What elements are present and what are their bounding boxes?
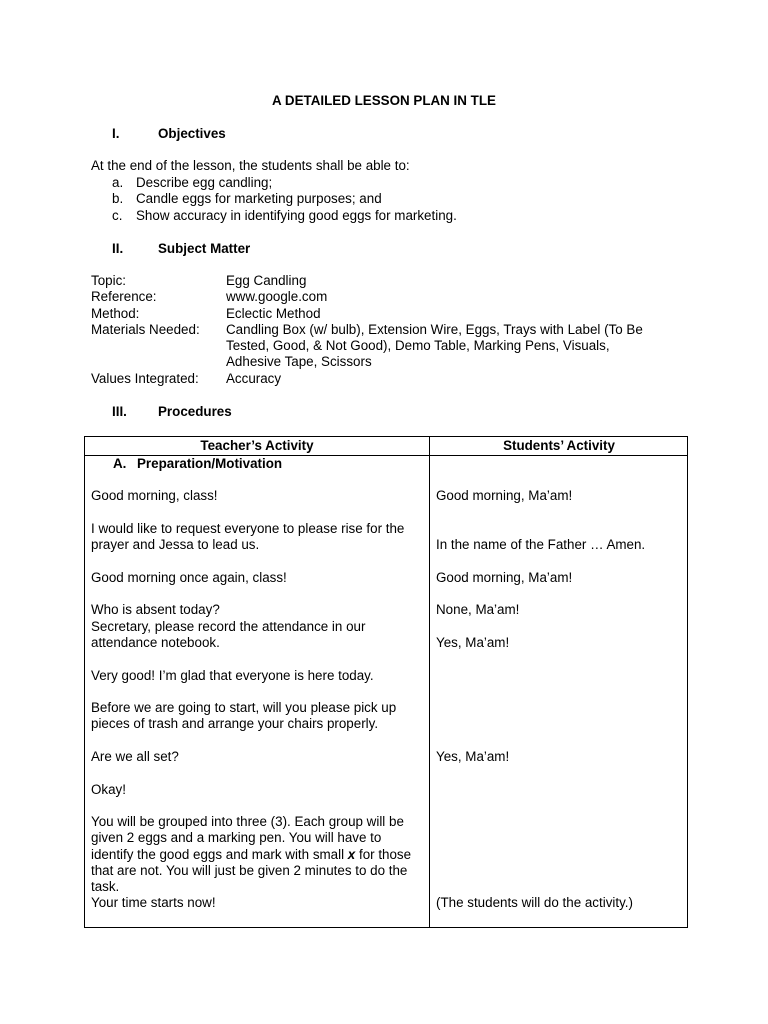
teacher-line-x: x	[347, 846, 356, 862]
section-preparation-motivation	[113, 456, 282, 472]
subject-row-method	[91, 306, 691, 322]
subject-row-label: Topic:	[91, 273, 126, 288]
list-item	[112, 208, 457, 224]
procedures-number: III.	[112, 404, 127, 419]
list-item-letter: b.	[112, 191, 124, 207]
procedures-label: Procedures	[158, 404, 232, 419]
student-line: Good morning, Ma’am!	[436, 570, 573, 585]
student-line: Yes, Ma’am!	[436, 749, 510, 764]
teacher-line: Before we are going to start, will you please pick up pieces of trash and arrange your chairs properly.	[91, 700, 397, 732]
teacher-activity-header: Teacher’s Activity	[200, 438, 314, 453]
subject-row-label: Reference:	[91, 289, 157, 305]
student-line: Good morning, Ma’am!	[436, 488, 573, 503]
subject-row-reference	[91, 289, 691, 305]
procedures-table	[84, 436, 688, 928]
list-item-letter: c.	[112, 207, 123, 223]
list-item	[112, 175, 457, 191]
teacher-line: Very good! I’m glad that everyone is here today.	[91, 668, 374, 683]
teacher-line: I would like to request everyone to please rise for the prayer and Jessa to lead us.	[91, 521, 405, 553]
subject-row-value: Accuracy	[226, 370, 282, 386]
teacher-line: Who is absent today?	[91, 602, 220, 617]
teacher-line-part: You will be grouped into three (3). Each group will be given 2 eggs and a marking pen. You will have to identify the good eggs and mark with small	[91, 814, 404, 862]
subject-matter-heading	[112, 241, 250, 257]
section-label: Preparation/Motivation	[137, 456, 283, 471]
teacher-line: Okay!	[91, 782, 126, 797]
list-item-text: Show accuracy in identifying good eggs for marketing.	[136, 207, 457, 223]
subject-matter-number: II.	[112, 241, 124, 256]
teacher-line: Good morning, class!	[91, 488, 218, 503]
teacher-line: Are we all set?	[91, 749, 179, 764]
subject-row-value: Eclectic Method	[226, 305, 321, 321]
student-line: None, Ma’am!	[436, 602, 520, 617]
column-divider	[429, 437, 430, 927]
students-activity-header: Students’ Activity	[503, 438, 615, 453]
objectives-intro: At the end of the lesson, the students shall be able to:	[91, 158, 410, 173]
student-line: Yes, Ma’am!	[436, 635, 510, 650]
subject-row-label: Materials Needed:	[91, 321, 200, 337]
subject-matter-label: Subject Matter	[158, 241, 251, 256]
list-item	[112, 191, 457, 207]
objectives-list	[112, 175, 457, 224]
objectives-number: I.	[112, 126, 120, 141]
section-number: A.	[113, 456, 127, 471]
teacher-line: Secretary, please record the attendance in our attendance notebook.	[91, 619, 366, 651]
objectives-heading	[112, 126, 226, 142]
subject-row-value: Candling Box (w/ bulb), Extension Wire, Eggs, Trays with Label (To Be Tested, Good, & Not Good), Demo Table, Marking Pens, Visuals, Adhesive Tape, Scissors	[226, 321, 643, 370]
subject-row-value: www.google.com	[226, 289, 328, 305]
list-item-letter: a.	[112, 175, 124, 190]
subject-row-values	[91, 371, 691, 387]
teacher-line: Your time starts now!	[91, 895, 216, 910]
subject-row-label: Method:	[91, 305, 140, 321]
list-item-text: Describe egg candling;	[136, 175, 273, 190]
teacher-line-part: for those that are not. You will just be given 2 minutes to do the task.	[91, 846, 412, 895]
subject-row-value: Egg Candling	[226, 273, 307, 288]
document-title: A DETAILED LESSON PLAN IN TLE	[272, 93, 496, 108]
objectives-label: Objectives	[158, 126, 226, 141]
procedures-heading	[112, 404, 232, 420]
teacher-line	[91, 814, 425, 895]
student-line: (The students will do the activity.)	[436, 895, 633, 910]
subject-row-label: Values Integrated:	[91, 370, 199, 386]
subject-matter-block	[91, 273, 691, 387]
subject-row-topic	[91, 273, 691, 289]
subject-row-materials	[91, 322, 691, 371]
student-line: In the name of the Father … Amen.	[436, 537, 646, 552]
teacher-line: Good morning once again, class!	[91, 570, 287, 585]
list-item-text: Candle eggs for marketing purposes; and	[136, 191, 382, 207]
